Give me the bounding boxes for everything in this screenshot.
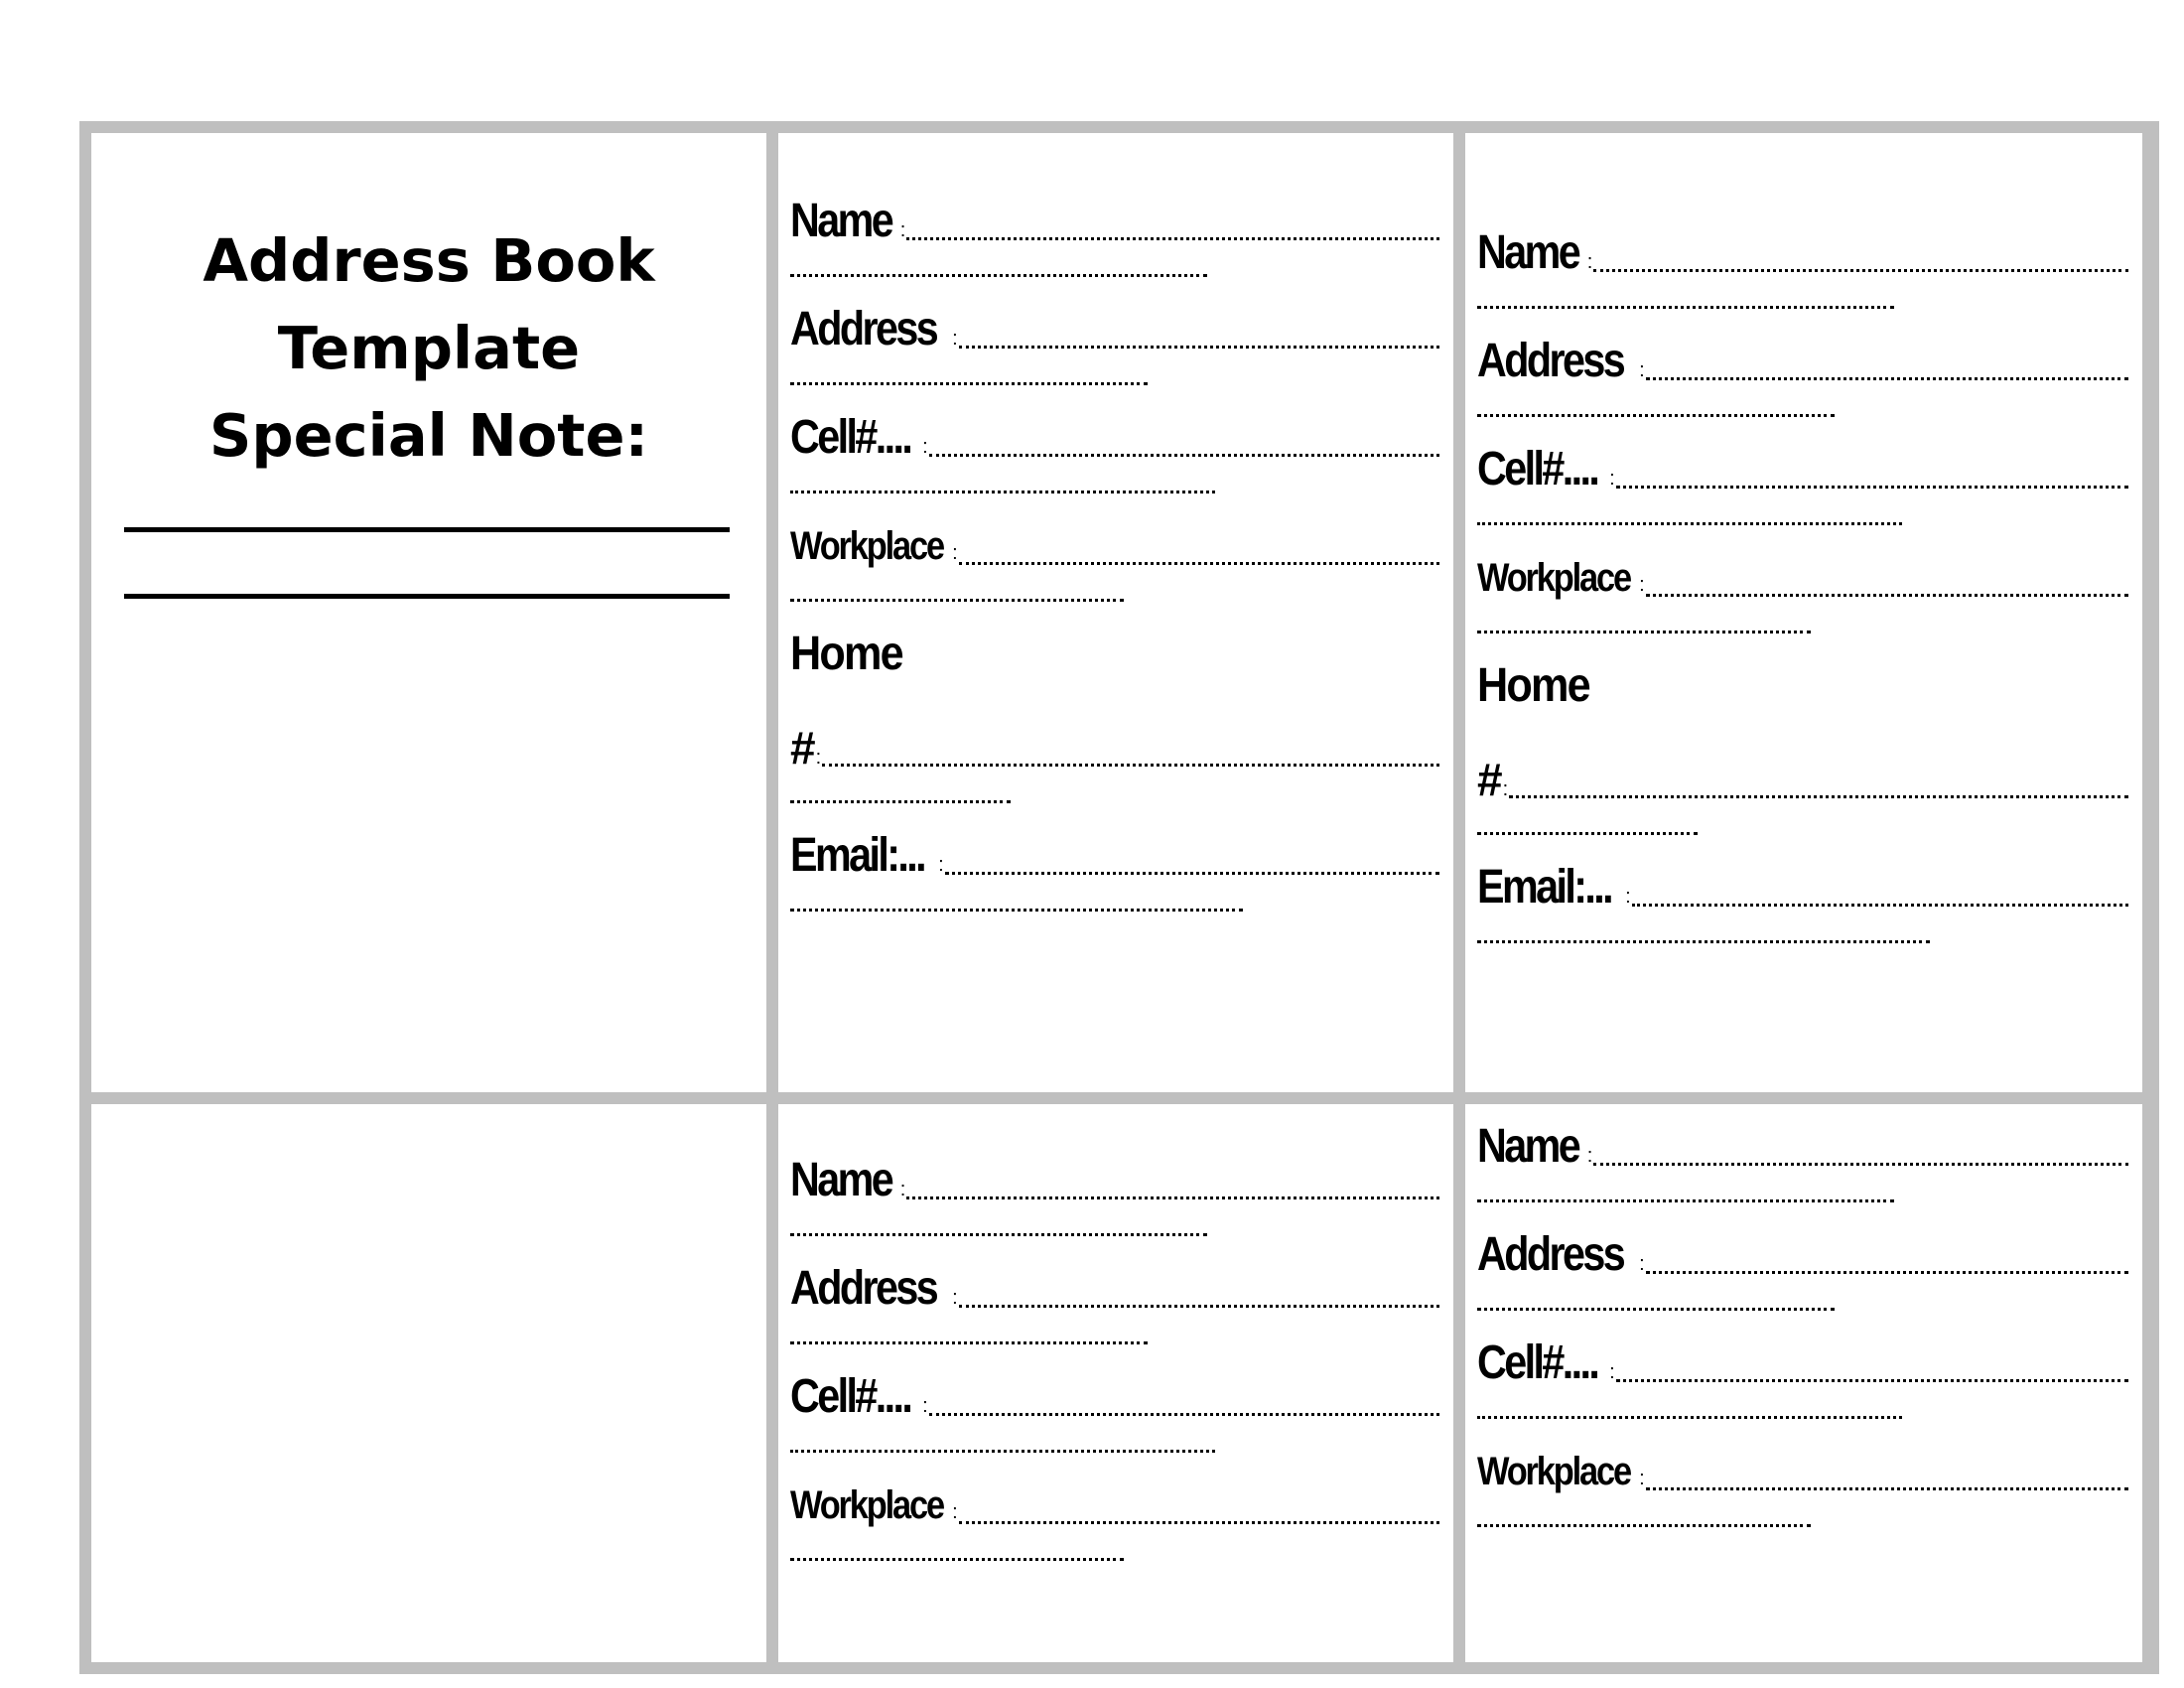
- home-field[interactable]: Home # :: [790, 622, 1439, 803]
- home-hash-label: #: [790, 722, 816, 774]
- workplace-line-2[interactable]: [1477, 1524, 1811, 1527]
- workplace-field[interactable]: Workplace :: [1477, 545, 2128, 633]
- home-label: Home: [1477, 659, 1589, 712]
- special-note-line-1[interactable]: [124, 527, 730, 532]
- address-field[interactable]: Address :: [790, 297, 1439, 385]
- home-hash-label: #: [1477, 754, 1503, 805]
- address-line[interactable]: [1646, 1271, 2128, 1274]
- home-line[interactable]: [1509, 795, 2128, 798]
- name-label: Name: [1477, 226, 1579, 279]
- email-line[interactable]: [1632, 904, 2128, 907]
- address-field[interactable]: Address :: [1477, 1222, 2128, 1311]
- cell-line-2[interactable]: [790, 491, 1215, 493]
- address-line[interactable]: [959, 1305, 1439, 1308]
- workplace-line-2[interactable]: [790, 599, 1124, 602]
- email-line-2[interactable]: [790, 909, 1243, 912]
- email-line-2[interactable]: [1477, 940, 1930, 943]
- address-line-2[interactable]: [1477, 414, 1835, 417]
- cell-field[interactable]: Cell#.... :: [1477, 437, 2128, 525]
- cell-line-2[interactable]: [1477, 1416, 1902, 1419]
- name-line[interactable]: [1593, 1163, 2128, 1166]
- name-line-2[interactable]: [790, 1233, 1207, 1236]
- workplace-field[interactable]: Workplace :: [790, 1473, 1439, 1561]
- workplace-line[interactable]: [1646, 1487, 2128, 1490]
- address-line[interactable]: [959, 346, 1439, 349]
- workplace-label: Workplace: [790, 524, 943, 568]
- workplace-line[interactable]: [1646, 594, 2128, 597]
- address-field[interactable]: Address :: [1477, 329, 2128, 417]
- workplace-line[interactable]: [959, 1521, 1439, 1524]
- title-line-1: Address Book: [203, 226, 655, 295]
- address-field[interactable]: Address :: [790, 1256, 1439, 1344]
- cell-line[interactable]: [929, 1413, 1439, 1416]
- name-line-2[interactable]: [1477, 306, 1894, 309]
- empty-cell: [91, 1104, 766, 1662]
- workplace-field[interactable]: Workplace :: [1477, 1439, 2128, 1527]
- workplace-label: Workplace: [1477, 1450, 1630, 1493]
- name-line-2[interactable]: [1477, 1199, 1894, 1202]
- name-line[interactable]: [906, 237, 1439, 240]
- cell-label: Cell#....: [790, 411, 911, 464]
- address-line-2[interactable]: [790, 1341, 1148, 1344]
- name-line[interactable]: [1593, 269, 2128, 272]
- cell-line-2[interactable]: [1477, 522, 1902, 525]
- address-line[interactable]: [1646, 377, 2128, 380]
- address-line-2[interactable]: [790, 382, 1148, 385]
- title-line-2: Template: [277, 314, 581, 382]
- cell-label: Cell#....: [1477, 1336, 1598, 1389]
- home-field[interactable]: Home # :: [1477, 653, 2128, 835]
- page-title: [91, 217, 766, 480]
- title-cell: [91, 133, 766, 1092]
- contact-card-4: [1465, 1104, 2142, 1662]
- cell-field[interactable]: Cell#.... :: [1477, 1331, 2128, 1419]
- address-label: Address: [1477, 1228, 1624, 1281]
- name-label: Name: [790, 1154, 892, 1206]
- workplace-line[interactable]: [959, 562, 1439, 565]
- email-field[interactable]: Email:... :: [790, 823, 1439, 912]
- address-label: Address: [790, 303, 937, 355]
- cell-label: Cell#....: [790, 1370, 911, 1423]
- name-field[interactable]: Name :: [790, 1148, 1439, 1236]
- home-line-2[interactable]: [1477, 832, 1698, 835]
- cell-line[interactable]: [929, 454, 1439, 457]
- email-label: Email:...: [1477, 861, 1612, 914]
- email-label: Email:...: [790, 829, 925, 882]
- workplace-label: Workplace: [1477, 556, 1630, 600]
- workplace-label: Workplace: [790, 1483, 943, 1527]
- name-line[interactable]: [906, 1196, 1439, 1199]
- cell-line-2[interactable]: [790, 1450, 1215, 1453]
- contact-card-3: [778, 1104, 1453, 1662]
- name-field[interactable]: Name :: [1477, 220, 2128, 309]
- special-note-line-2[interactable]: [124, 594, 730, 599]
- name-label: Name: [790, 195, 892, 247]
- workplace-field[interactable]: Workplace :: [790, 513, 1439, 602]
- cell-field[interactable]: Cell#.... :: [790, 1364, 1439, 1453]
- title-line-3: Special Note:: [208, 401, 649, 470]
- email-line[interactable]: [945, 872, 1439, 875]
- name-line-2[interactable]: [790, 274, 1207, 277]
- cell-label: Cell#....: [1477, 443, 1598, 495]
- cell-line[interactable]: [1616, 486, 2128, 489]
- cell-line[interactable]: [1616, 1379, 2128, 1382]
- home-line-2[interactable]: [790, 800, 1011, 803]
- address-book-sheet: [79, 121, 2159, 1674]
- address-line-2[interactable]: [1477, 1308, 1835, 1311]
- name-field[interactable]: Name :: [1477, 1114, 2128, 1202]
- name-field[interactable]: Name :: [790, 189, 1439, 277]
- home-line[interactable]: [822, 764, 1439, 767]
- contact-card-2: [1465, 133, 2142, 1092]
- name-label: Name: [1477, 1120, 1579, 1173]
- email-field[interactable]: Email:... :: [1477, 855, 2128, 943]
- home-label: Home: [790, 628, 902, 680]
- workplace-line-2[interactable]: [1477, 631, 1811, 633]
- address-label: Address: [790, 1262, 937, 1315]
- workplace-line-2[interactable]: [790, 1558, 1124, 1561]
- cell-field[interactable]: Cell#.... :: [790, 405, 1439, 493]
- contact-card-1: [778, 133, 1453, 1092]
- address-label: Address: [1477, 335, 1624, 387]
